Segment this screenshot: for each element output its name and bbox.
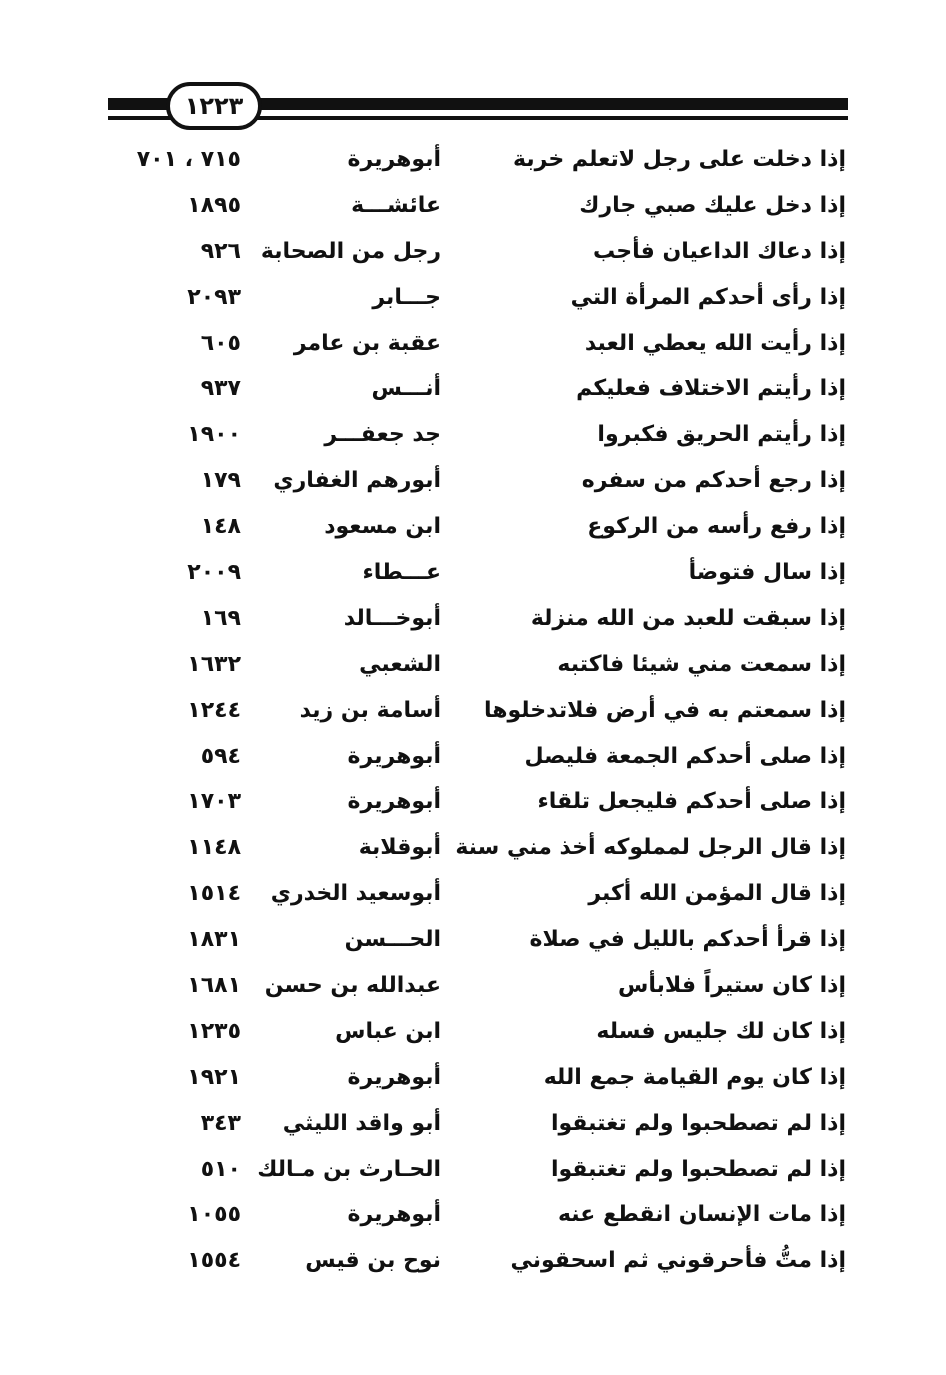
reference-number: ٥١٠	[200, 1156, 241, 1182]
table-row	[0, 871, 946, 917]
table-row	[0, 1101, 946, 1147]
hadith-text: إذا دعاك الداعيان فأجب	[593, 238, 846, 264]
narrator-name: عبدالله بن حسن	[264, 973, 441, 999]
hadith-text: إذا متُّ فأحرقوني ثم اسحقوني	[510, 1248, 846, 1274]
narrator-name: أبوهريرة	[347, 1064, 441, 1090]
hadith-text: إذا رأى أحدكم المرأة التي	[570, 284, 846, 310]
narrator-name: ابن عباس	[335, 1018, 441, 1044]
narrator-name: الحـارث بن مـالك	[257, 1156, 441, 1182]
hadith-text: إذا رأيتم الاختلاف فعليكم	[576, 376, 846, 402]
reference-number: ١٥٥٤	[187, 1248, 241, 1274]
hadith-text: إذا كان لك جليس فسله	[596, 1018, 846, 1044]
table-row	[0, 917, 946, 963]
reference-number: ٥٩٤	[200, 743, 241, 769]
hadith-text: إذا سمعت مني شيئا فاكتبه	[557, 651, 846, 677]
table-row	[0, 1009, 946, 1055]
reference-number: ١٧٠٣	[187, 789, 241, 815]
narrator-name: أبوهريرة	[347, 1202, 441, 1228]
narrator-name: أبو واقد الليثي	[282, 1110, 441, 1136]
hadith-text: إذا سبقت للعبد من الله منزلة	[530, 605, 846, 631]
reference-number: ٢٠٠٩	[187, 560, 241, 586]
narrator-name: الحـــسن	[344, 927, 441, 953]
table-row	[0, 779, 946, 825]
reference-number: ٦٠٥	[200, 330, 241, 356]
reference-number: ١٠٥٥	[187, 1202, 241, 1228]
narrator-name: أبوهريرة	[347, 743, 441, 769]
hadith-text: إذا كان يوم القيامة جمع الله	[543, 1064, 846, 1090]
hadith-text: إذا لم تصطحبوا ولم تغتبقوا	[550, 1156, 846, 1182]
narrator-name: نوح بن قيس	[305, 1248, 441, 1274]
table-row	[0, 596, 946, 642]
page-number: ١٢٢٣	[166, 82, 262, 130]
hadith-text: إذا رجع أحدكم من سفره	[581, 468, 846, 494]
table-row	[0, 275, 946, 321]
reference-number: ١٢٤٤	[187, 697, 241, 723]
narrator-name: أبوخـــالد	[343, 605, 441, 631]
narrator-name: أبوهريرة	[347, 789, 441, 815]
table-row	[0, 825, 946, 871]
narrator-name: جـــابر	[372, 284, 441, 310]
reference-number: ١٤٨	[200, 514, 241, 540]
table-row	[0, 1147, 946, 1193]
page-header	[0, 0, 946, 140]
hadith-text: إذا رأيتم الحريق فكبروا	[597, 422, 846, 448]
reference-number: ١٦٩	[200, 605, 241, 631]
narrator-name: جد جعفـــر	[324, 422, 441, 448]
hadith-text: إذا قال الرجل لمملوكه أخذ مني سنة	[455, 835, 846, 861]
hadith-text: إذا صلى أحدكم فليجعل تلقاء	[537, 789, 846, 815]
reference-number: ١٢٣٥	[187, 1018, 241, 1044]
table-row	[0, 137, 946, 183]
reference-number: ١٧٩	[200, 468, 241, 494]
reference-number: ٢٠٩٣	[187, 284, 241, 310]
hadith-text: إذا رأيت الله يعطي العبد	[584, 330, 846, 356]
reference-number: ٩٣٧	[200, 376, 241, 402]
narrator-name: أبوسعيد الخدري	[270, 881, 441, 907]
narrator-name: الشعبي	[359, 651, 441, 677]
hadith-text: إذا صلى أحدكم الجمعة فليصل	[524, 743, 846, 769]
table-row	[0, 1238, 946, 1284]
table-row	[0, 734, 946, 780]
reference-number: ١٦٨١	[187, 973, 241, 999]
reference-number: ١٩٢١	[187, 1064, 241, 1090]
index-table	[0, 137, 946, 1284]
table-row	[0, 504, 946, 550]
reference-number: ٧١٥ ، ٧٠١	[136, 147, 241, 172]
hadith-text: إذا قال المؤمن الله أكبر	[588, 881, 846, 907]
narrator-name: عقبة بن عامر	[293, 330, 441, 356]
table-row	[0, 550, 946, 596]
hadith-text: إذا سمعتم به في أرض فلاتدخلوها	[484, 697, 846, 723]
narrator-name: أبوقلابة	[358, 835, 441, 861]
reference-number: ٩٢٦	[200, 238, 241, 264]
narrator-name: أبوهريرة	[347, 147, 441, 172]
narrator-name: أسامة بن زيد	[299, 697, 441, 723]
table-row	[0, 688, 946, 734]
hadith-text: إذا دخل عليك صبي جارك	[579, 192, 846, 218]
table-row	[0, 183, 946, 229]
narrator-name: عائشـــة	[351, 192, 441, 218]
hadith-text: إذا رفع رأسه من الركوع	[587, 514, 846, 540]
hadith-text: إذا مات الإنسان انقطع عنه	[557, 1202, 846, 1228]
narrator-name: أبورهم الغفاري	[273, 468, 441, 494]
reference-number: ١١٤٨	[187, 835, 241, 861]
narrator-name: عـــطاء	[362, 560, 441, 586]
hadith-text: إذا كان ستيراً فلابأس	[618, 973, 846, 999]
table-row	[0, 963, 946, 1009]
table-row	[0, 1055, 946, 1101]
reference-number: ١٩٠٠	[187, 422, 241, 448]
table-row	[0, 366, 946, 412]
reference-number: ١٦٣٢	[187, 651, 241, 677]
table-row	[0, 321, 946, 367]
table-row	[0, 412, 946, 458]
table-row	[0, 1192, 946, 1238]
hadith-text: إذا سال فتوضأ	[688, 560, 846, 586]
narrator-name: أنـــس	[371, 376, 441, 402]
narrator-name: رجل من الصحابة	[260, 238, 441, 264]
hadith-text: إذا لم تصطحبوا ولم تغتبقوا	[550, 1110, 846, 1136]
table-row	[0, 642, 946, 688]
reference-number: ١٨٩٥	[187, 192, 241, 218]
table-row	[0, 229, 946, 275]
narrator-name: ابن مسعود	[324, 514, 441, 540]
reference-number: ١٨٣١	[187, 927, 241, 953]
hadith-text: إذا دخلت على رجل لاتعلم خربة	[513, 147, 846, 172]
reference-number: ١٥١٤	[187, 881, 241, 907]
reference-number: ٣٤٣	[200, 1110, 241, 1136]
table-row	[0, 458, 946, 504]
hadith-text: إذا قرأ أحدكم بالليل في صلاة	[529, 927, 846, 953]
